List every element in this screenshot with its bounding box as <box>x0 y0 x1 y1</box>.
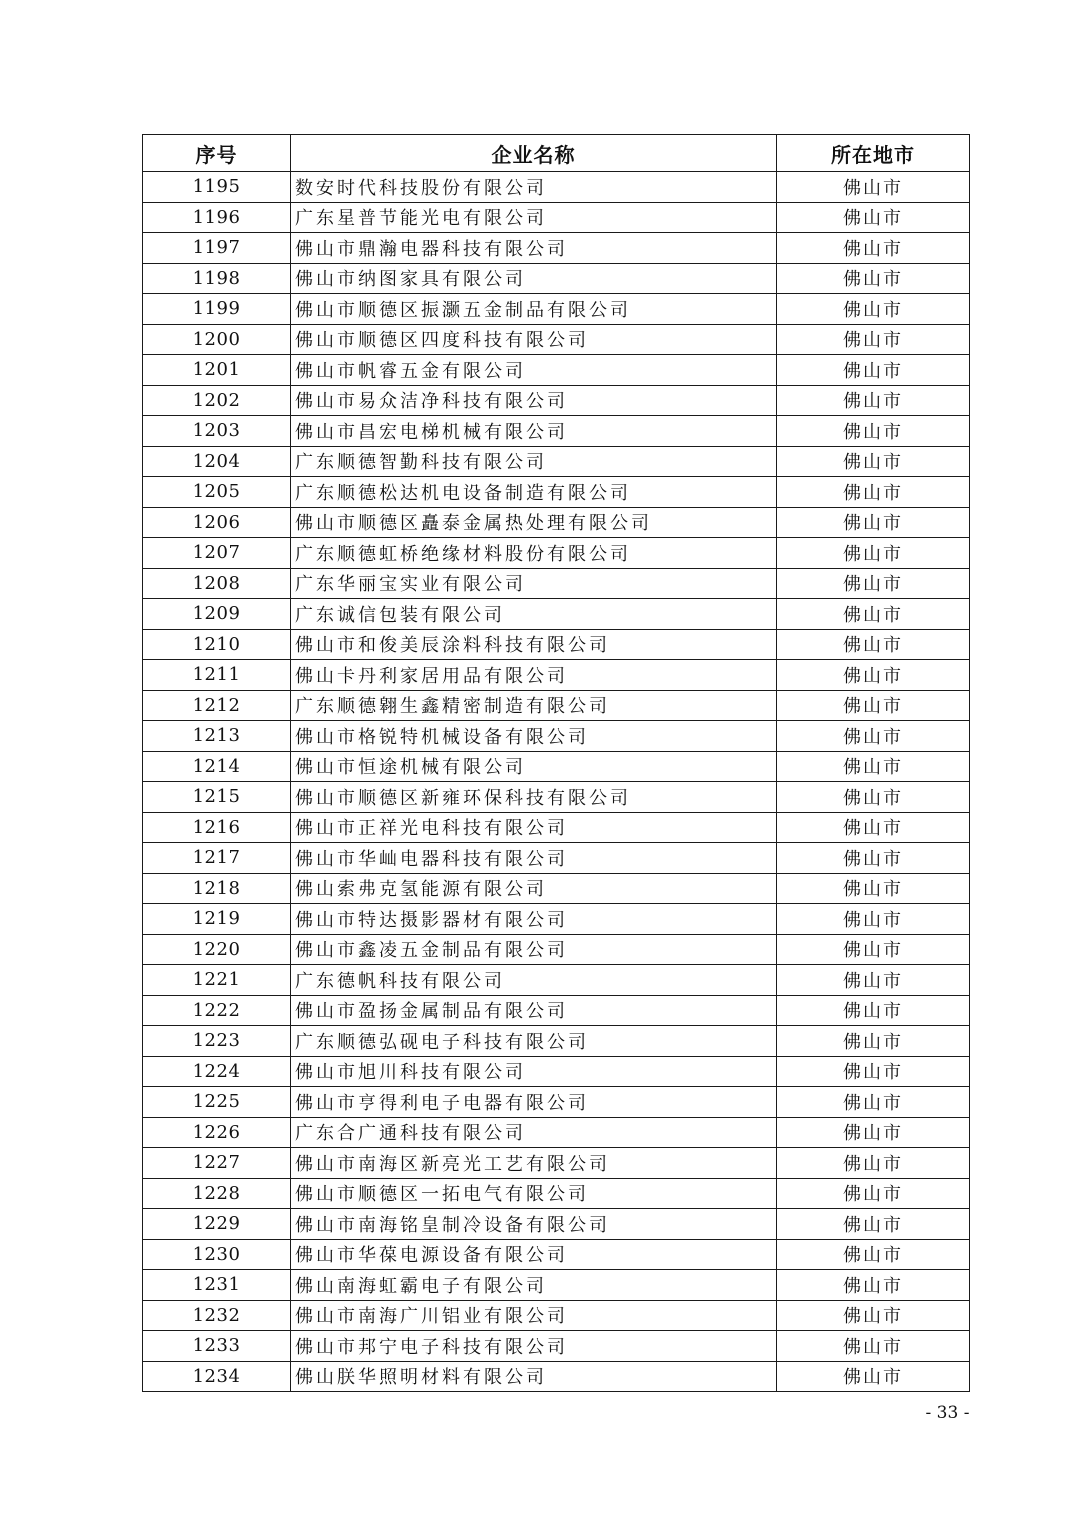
table-row <box>143 416 970 447</box>
row-city: 佛山市 <box>777 812 970 843</box>
table-row <box>143 1148 970 1179</box>
row-index: 1196 <box>143 202 291 233</box>
row-city: 佛山市 <box>777 782 970 813</box>
table-row <box>143 1361 970 1392</box>
row-index: 1201 <box>143 355 291 386</box>
table-row <box>143 233 970 264</box>
table-row <box>143 446 970 477</box>
table-row <box>143 1178 970 1209</box>
row-company-name: 佛山南海虹霸电子有限公司 <box>291 1270 777 1301</box>
table-row <box>143 172 970 203</box>
row-company-name: 广东星普节能光电有限公司 <box>291 202 777 233</box>
row-company-name: 广东顺德翱生鑫精密制造有限公司 <box>291 690 777 721</box>
row-index: 1198 <box>143 263 291 294</box>
row-company-name: 广东顺德弘砚电子科技有限公司 <box>291 1026 777 1057</box>
row-company-name: 佛山市邦宁电子科技有限公司 <box>291 1331 777 1362</box>
row-city: 佛山市 <box>777 477 970 508</box>
row-company-name: 佛山市顺德区新雍环保科技有限公司 <box>291 782 777 813</box>
row-index: 1210 <box>143 629 291 660</box>
header-company-name: 企业名称 <box>291 135 777 172</box>
table-header <box>143 135 970 172</box>
table-row <box>143 751 970 782</box>
row-index: 1195 <box>143 172 291 203</box>
row-city: 佛山市 <box>777 507 970 538</box>
table-row <box>143 904 970 935</box>
row-city: 佛山市 <box>777 995 970 1026</box>
row-company-name: 佛山市恒途机械有限公司 <box>291 751 777 782</box>
row-city: 佛山市 <box>777 294 970 325</box>
row-city: 佛山市 <box>777 355 970 386</box>
row-index: 1221 <box>143 965 291 996</box>
table-row <box>143 995 970 1026</box>
row-index: 1234 <box>143 1361 291 1392</box>
row-company-name: 佛山市和俊美辰涂料科技有限公司 <box>291 629 777 660</box>
row-city: 佛山市 <box>777 1331 970 1362</box>
table-row <box>143 538 970 569</box>
row-city: 佛山市 <box>777 660 970 691</box>
table-row <box>143 263 970 294</box>
row-city: 佛山市 <box>777 1117 970 1148</box>
row-city: 佛山市 <box>777 629 970 660</box>
row-city: 佛山市 <box>777 1270 970 1301</box>
table-row <box>143 629 970 660</box>
header-row <box>143 135 970 172</box>
row-city: 佛山市 <box>777 233 970 264</box>
table-body <box>143 172 970 1392</box>
row-city: 佛山市 <box>777 904 970 935</box>
row-city: 佛山市 <box>777 965 970 996</box>
row-company-name: 佛山卡丹利家居用品有限公司 <box>291 660 777 691</box>
row-company-name: 佛山市帆睿五金有限公司 <box>291 355 777 386</box>
row-index: 1204 <box>143 446 291 477</box>
row-company-name: 佛山市华屾电器科技有限公司 <box>291 843 777 874</box>
row-city: 佛山市 <box>777 202 970 233</box>
table-row <box>143 873 970 904</box>
row-city: 佛山市 <box>777 1087 970 1118</box>
table-row <box>143 1331 970 1362</box>
row-index: 1232 <box>143 1300 291 1331</box>
table-row <box>143 507 970 538</box>
row-index: 1216 <box>143 812 291 843</box>
table-row <box>143 934 970 965</box>
row-index: 1227 <box>143 1148 291 1179</box>
row-company-name: 佛山市顺德区矗泰金属热处理有限公司 <box>291 507 777 538</box>
row-index: 1229 <box>143 1209 291 1240</box>
row-index: 1223 <box>143 1026 291 1057</box>
row-city: 佛山市 <box>777 934 970 965</box>
row-city: 佛山市 <box>777 1209 970 1240</box>
row-company-name: 佛山市昌宏电梯机械有限公司 <box>291 416 777 447</box>
table-row <box>143 355 970 386</box>
row-company-name: 佛山市正祥光电科技有限公司 <box>291 812 777 843</box>
row-city: 佛山市 <box>777 721 970 752</box>
row-index: 1231 <box>143 1270 291 1301</box>
row-company-name: 佛山朕华照明材料有限公司 <box>291 1361 777 1392</box>
table-row <box>143 1026 970 1057</box>
row-index: 1208 <box>143 568 291 599</box>
row-city: 佛山市 <box>777 568 970 599</box>
table-row <box>143 690 970 721</box>
table-row <box>143 843 970 874</box>
row-index: 1209 <box>143 599 291 630</box>
table-row <box>143 477 970 508</box>
row-city: 佛山市 <box>777 538 970 569</box>
page-number: - 33 - <box>925 1403 970 1423</box>
row-index: 1197 <box>143 233 291 264</box>
row-index: 1214 <box>143 751 291 782</box>
table-row <box>143 660 970 691</box>
row-index: 1230 <box>143 1239 291 1270</box>
table-row <box>143 1239 970 1270</box>
row-company-name: 佛山市格锐特机械设备有限公司 <box>291 721 777 752</box>
row-city: 佛山市 <box>777 1300 970 1331</box>
row-company-name: 广东华丽宝实业有限公司 <box>291 568 777 599</box>
table-row <box>143 599 970 630</box>
row-city: 佛山市 <box>777 1361 970 1392</box>
row-index: 1211 <box>143 660 291 691</box>
row-index: 1225 <box>143 1087 291 1118</box>
row-index: 1205 <box>143 477 291 508</box>
row-index: 1213 <box>143 721 291 752</box>
row-company-name: 佛山市南海铭皇制冷设备有限公司 <box>291 1209 777 1240</box>
header-city: 所在地市 <box>777 135 970 172</box>
row-company-name: 佛山市顺德区振灏五金制品有限公司 <box>291 294 777 325</box>
table-row <box>143 1087 970 1118</box>
row-city: 佛山市 <box>777 324 970 355</box>
row-company-name: 广东德帆科技有限公司 <box>291 965 777 996</box>
row-company-name: 广东顺德智勤科技有限公司 <box>291 446 777 477</box>
row-city: 佛山市 <box>777 172 970 203</box>
header-index: 序号 <box>143 135 291 172</box>
row-company-name: 广东顺德松达机电设备制造有限公司 <box>291 477 777 508</box>
row-city: 佛山市 <box>777 599 970 630</box>
row-company-name: 广东合广通科技有限公司 <box>291 1117 777 1148</box>
table-row <box>143 1056 970 1087</box>
row-company-name: 佛山市旭川科技有限公司 <box>291 1056 777 1087</box>
row-city: 佛山市 <box>777 1056 970 1087</box>
row-company-name: 广东顺德虹桥绝缘材料股份有限公司 <box>291 538 777 569</box>
table-row <box>143 721 970 752</box>
row-company-name: 佛山市顺德区四度科技有限公司 <box>291 324 777 355</box>
row-index: 1219 <box>143 904 291 935</box>
row-index: 1228 <box>143 1178 291 1209</box>
row-city: 佛山市 <box>777 416 970 447</box>
row-index: 1207 <box>143 538 291 569</box>
row-index: 1218 <box>143 873 291 904</box>
table-row <box>143 782 970 813</box>
row-city: 佛山市 <box>777 843 970 874</box>
table-row <box>143 385 970 416</box>
table-row <box>143 1270 970 1301</box>
row-city: 佛山市 <box>777 873 970 904</box>
row-company-name: 数安时代科技股份有限公司 <box>291 172 777 203</box>
row-city: 佛山市 <box>777 1148 970 1179</box>
row-index: 1206 <box>143 507 291 538</box>
row-company-name: 佛山市盈扬金属制品有限公司 <box>291 995 777 1026</box>
row-index: 1212 <box>143 690 291 721</box>
row-index: 1203 <box>143 416 291 447</box>
table-row <box>143 568 970 599</box>
row-index: 1222 <box>143 995 291 1026</box>
row-index: 1217 <box>143 843 291 874</box>
enterprise-table <box>142 134 970 1392</box>
table-row <box>143 1300 970 1331</box>
table-row <box>143 324 970 355</box>
row-company-name: 佛山市南海广川铝业有限公司 <box>291 1300 777 1331</box>
row-city: 佛山市 <box>777 1178 970 1209</box>
table-row <box>143 965 970 996</box>
row-city: 佛山市 <box>777 751 970 782</box>
row-company-name: 佛山市南海区新亮光工艺有限公司 <box>291 1148 777 1179</box>
row-index: 1215 <box>143 782 291 813</box>
row-company-name: 佛山市华葆电源设备有限公司 <box>291 1239 777 1270</box>
row-city: 佛山市 <box>777 385 970 416</box>
row-index: 1224 <box>143 1056 291 1087</box>
table-row <box>143 202 970 233</box>
enterprise-table-container <box>142 134 969 1392</box>
row-city: 佛山市 <box>777 263 970 294</box>
table-row <box>143 1209 970 1240</box>
row-city: 佛山市 <box>777 1026 970 1057</box>
row-city: 佛山市 <box>777 690 970 721</box>
row-company-name: 佛山索弗克氢能源有限公司 <box>291 873 777 904</box>
row-index: 1202 <box>143 385 291 416</box>
row-company-name: 佛山市特达摄影器材有限公司 <box>291 904 777 935</box>
table-row <box>143 294 970 325</box>
row-company-name: 佛山市鼎瀚电器科技有限公司 <box>291 233 777 264</box>
table-row <box>143 1117 970 1148</box>
row-company-name: 佛山市顺德区一拓电气有限公司 <box>291 1178 777 1209</box>
row-index: 1233 <box>143 1331 291 1362</box>
row-company-name: 佛山市纳图家具有限公司 <box>291 263 777 294</box>
row-company-name: 广东诚信包装有限公司 <box>291 599 777 630</box>
row-company-name: 佛山市亨得利电子电器有限公司 <box>291 1087 777 1118</box>
row-company-name: 佛山市鑫凌五金制品有限公司 <box>291 934 777 965</box>
row-index: 1220 <box>143 934 291 965</box>
row-city: 佛山市 <box>777 446 970 477</box>
row-index: 1199 <box>143 294 291 325</box>
row-index: 1200 <box>143 324 291 355</box>
table-row <box>143 812 970 843</box>
row-company-name: 佛山市易众洁净科技有限公司 <box>291 385 777 416</box>
row-index: 1226 <box>143 1117 291 1148</box>
row-city: 佛山市 <box>777 1239 970 1270</box>
